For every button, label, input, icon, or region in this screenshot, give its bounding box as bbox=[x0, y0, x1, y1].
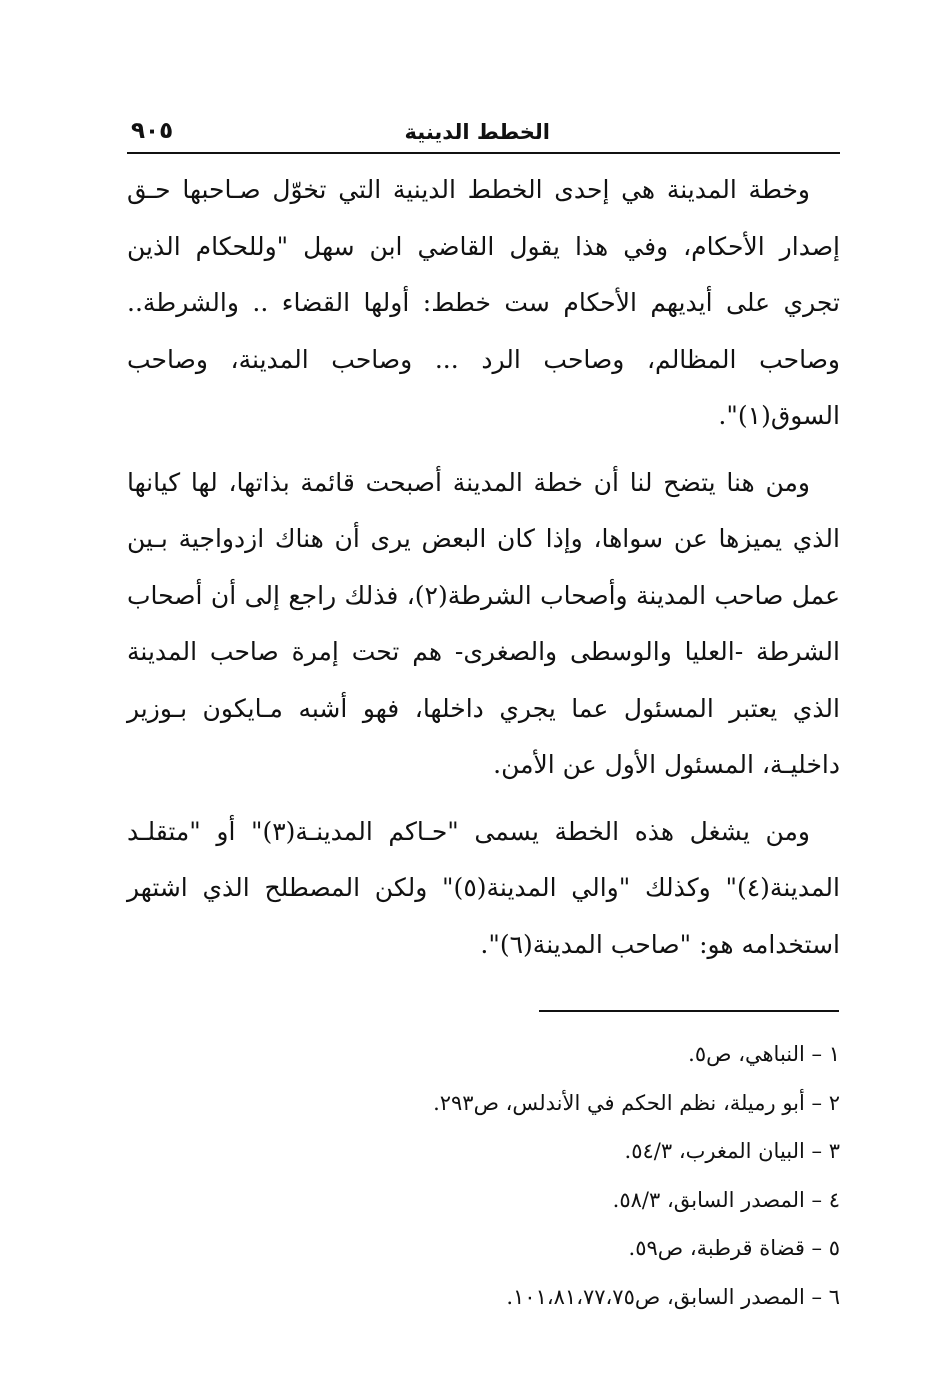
footnotes-list bbox=[340, 1034, 840, 1325]
paragraph: ومن يشغل هذه الخطة يسمى "حـاكم المدينـة(٣)" أو "متقلـد المدينة(٤)" وكذلك "والي المدينة(٥)" ولكن المصطلح الذي اشتهر استخدامه هو: "صاحب المدينة(٦)". bbox=[127, 816, 840, 959]
running-title: الخطط الدينية bbox=[404, 120, 550, 144]
main-text bbox=[127, 162, 840, 973]
footnote: ٢ – أبو رميلة، نظم الحكم في الأندلس، ص٢٩٣. bbox=[433, 1090, 840, 1115]
header-rule bbox=[127, 152, 840, 154]
footnote: ٣ – البيان المغرب، ٥٤/٣. bbox=[624, 1139, 840, 1163]
footnote: ٥ – قضاة قرطبة، ص٥٩. bbox=[628, 1236, 840, 1260]
footnote-separator bbox=[539, 1010, 839, 1012]
page-number: ٩٠٥ bbox=[131, 118, 174, 144]
footnote: ٤ – المصدر السابق، ٥٨/٣. bbox=[612, 1187, 840, 1212]
footnote: ٦ – المصدر السابق، ص١٠١،٨١،٧٧،٧٥. bbox=[506, 1284, 840, 1309]
page-header bbox=[127, 116, 840, 152]
paragraph: وخطة المدينة هي إحدى الخطط الدينية التي تخوّل صـاحبها حـق إصدار الأحكام، وفي هذا يقول القاضي ابن سهل "وللحكام الذين تجري على أيديهم الأحكام ست خطط: أولها القضاء .. والشرطة.. وصاحب المظالم، وصاحب الرد ... وصاحب المدينة، وصاحب السوق(١)". bbox=[127, 175, 840, 430]
paragraph: ومن هنا يتضح لنا أن خطة المدينة أصبحت قائمة بذاتها، لها كيانها الذي يميزها عن سواها، وإذا كان البعض يرى أن هناك ازدواجية بـين عمل صاحب المدينة وأصحاب الشرطة(٢)، فذلك راجع إلى أن أصحاب الشرطة -العليا والوسطى والصغرى- هم تحت إمرة صاحب المدينة الذي يعتبر المسئول عما يجري داخلها، فهو أشبه مـايكون بـوزير داخليـة، المسئول الأول عن الأمن. bbox=[127, 467, 841, 779]
footnote: ١ – النباهي، ص٥. bbox=[688, 1042, 840, 1066]
